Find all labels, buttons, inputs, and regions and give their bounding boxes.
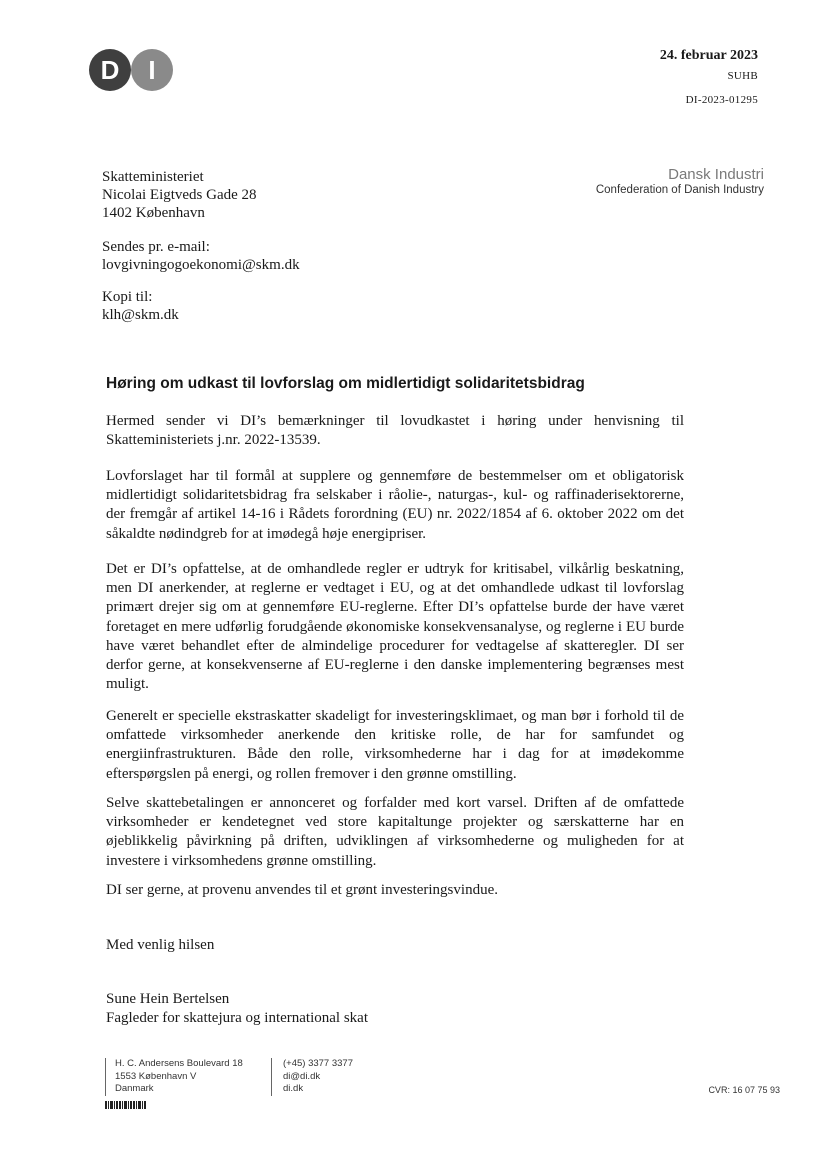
- footer-contact: [283, 1058, 353, 1096]
- footer-address-line: 1553 København V: [115, 1070, 197, 1082]
- author-initials: SUHB: [727, 70, 758, 82]
- footer-address-line: Danmark: [115, 1083, 154, 1094]
- recipient-line: Skatteministeriet: [102, 169, 204, 185]
- body-paragraph: Det er DI’s opfattelse, at de omhandlede regler er udtryk for kritisabel, vilkårlig beskatning, men DI anerkender, at reglerne er vedtaget i EU, og at det omhandlede udkast til lovforslag primært drejer sig om at gennemføre EU-reglerne. Efter DI’s opfattelse burde der have været foretaget en mere udførlig forudgående økonomiske konsekvensanalyse, og reglerne i EU burde have været behandlet efter de almindelige procedurer for vedtagelse af skatteregler. DI ser derfor gerne, at konsekvenserne af EU-reglerne i den danske implementering begrænses mest muligt.: [106, 561, 684, 693]
- footer-cvr: CVR: 16 07 75 93: [708, 1085, 780, 1095]
- footer-website: di.dk: [283, 1083, 304, 1094]
- footer-address: [115, 1058, 243, 1096]
- body-paragraph: Lovforslaget har til formål at supplere og gennemføre de bestemmelser om et obligatorisk midlertidigt solidaritetsbidrag fra selskaber i råolie-, naturgas-, kul- og raffinaderisektorerne, der fremgår af artikel 14-16 i Rådets forordning (EU) nr. 2022/1854 af 6. oktober 2022 om det såkaldte nødindgreb for at imødegå høje energipriser.: [106, 468, 684, 542]
- copy-label: Kopi til:: [102, 289, 153, 305]
- signer-name: Sune Hein Bertelsen: [106, 991, 230, 1007]
- copy-email: klh@skm.dk: [102, 307, 179, 323]
- barcode-mark: [105, 1101, 146, 1109]
- letter-date: 24. februar 2023: [659, 48, 758, 63]
- logo-d-circle: D: [89, 49, 131, 91]
- recipient-line: Nicolai Eigtveds Gade 28: [102, 187, 257, 203]
- footer-email: di@di.dk: [283, 1070, 321, 1082]
- recipient-address: [102, 168, 257, 222]
- di-logo: [89, 49, 173, 91]
- sending-email: lovgivningogoekonomi@skm.dk: [102, 257, 300, 273]
- reference-number: DI-2023-01295: [685, 94, 758, 106]
- body-paragraph: Selve skattebetalingen er annonceret og forfalder med kort varsel. Driften af de omfattede virksomheder er kendetegnet ved store kapitaltunge projekter og særskatterne har en øjeblikkelig påvirkning på driften, udviklingen af virksomhederne og muligheden for at investere i virksomhedens grønne omstilling.: [106, 795, 684, 869]
- body-paragraph: Generelt er specielle ekstraskatter skadeligt for investeringsklimaet, og man bør i forhold til de omfattede virksomheder anerkende den kritiske rolle, de har for samfundet og energiinfrastrukturen. Både den rolle, virksomhederne har i dag for at imødekomme efterspørgslen på energi, og rollen fremover i den grønne omstilling.: [106, 708, 684, 782]
- org-name-english: Confederation of Danish Industry: [595, 184, 764, 196]
- footer-address-line: H. C. Andersens Boulevard 18: [115, 1058, 243, 1069]
- footer-phone: (+45) 3377 3377: [283, 1058, 353, 1069]
- body-paragraph: DI ser gerne, at provenu anvendes til et grønt investeringsvindue.: [106, 882, 498, 898]
- signature-block: [106, 990, 684, 1028]
- closing-greeting: Med venlig hilsen: [106, 937, 215, 953]
- logo-i-circle: I: [131, 49, 173, 91]
- recipient-line: 1402 København: [102, 205, 205, 221]
- signer-title: Fagleder for skattejura og international skat: [106, 1010, 368, 1027]
- sending-label: Sendes pr. e-mail:: [102, 239, 210, 255]
- sending-info: [102, 238, 300, 274]
- org-name: Dansk Industri: [668, 166, 764, 183]
- body-paragraph: Hermed sender vi DI’s bemærkninger til lovudkastet i høring under henvisning til Skatteministeriets j.nr. 2022-13539.: [106, 413, 684, 449]
- footer-divider: [271, 1058, 272, 1096]
- letter-subject: Høring om udkast til lovforslag om midlertidigt solidaritetsbidrag: [106, 375, 585, 392]
- copy-info: [102, 288, 179, 324]
- footer-divider: [105, 1058, 106, 1096]
